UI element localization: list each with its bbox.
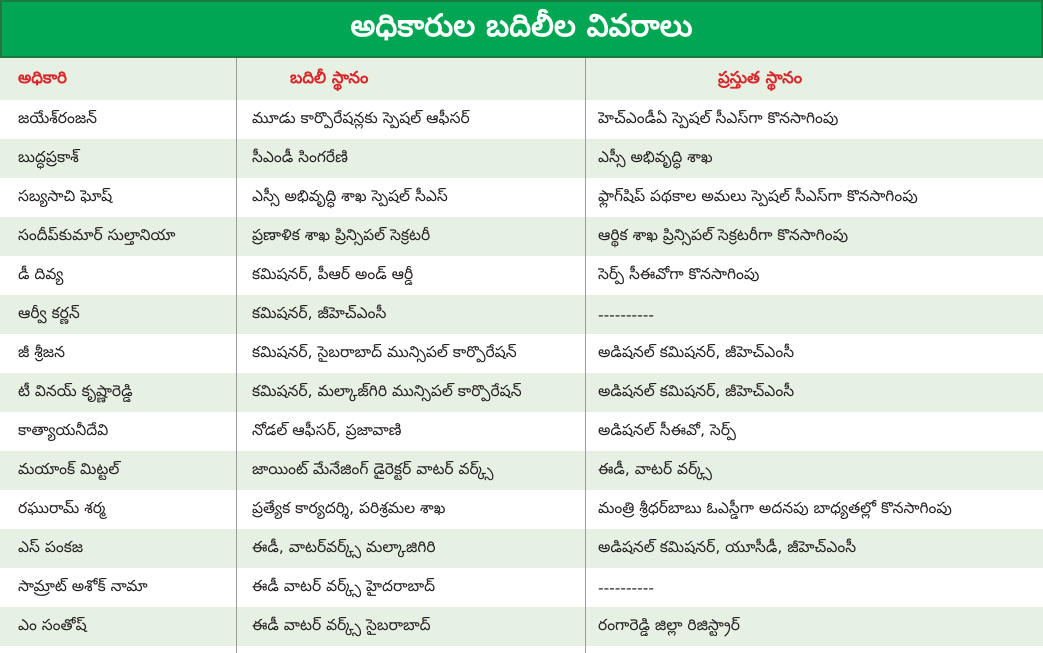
table-row	[0, 178, 1043, 217]
officer-name-cell: బుద్ధప్రకాశ్‌	[18, 147, 79, 166]
table-row	[0, 490, 1043, 529]
transfer-post-cell: కమిషనర్‌, మల్కాజ్‌గిరి మున్సిపల్‌ కార్పొరేషన్‌	[252, 381, 522, 400]
table-row	[0, 334, 1043, 373]
officer-name-cell: టీ వినయ్‌ కృష్ణారెడ్డి	[18, 381, 133, 400]
officer-name-cell: సబ్యసాచి ఘోష్‌	[18, 186, 113, 205]
column-header: బదిలీ స్థానం	[290, 67, 369, 87]
column-header: ప్రస్తుత స్థానం	[718, 67, 803, 87]
table-row	[0, 100, 1043, 139]
current-post-cell: అడిషనల్‌ కమిషనర్‌, యూసీడీ, జీహెచ్‌ఎంసీ	[598, 537, 857, 556]
transfer-post-cell: ఎస్సీ అభివృద్ధి శాఖ స్పెషల్‌ సీఎస్‌	[252, 186, 448, 205]
table-row	[0, 295, 1043, 334]
transfer-post-cell: మూడు కార్పొరేషన్లకు స్పెషల్‌ ఆఫీసర్‌	[252, 108, 470, 127]
transfer-post-cell: కమిషనర్‌, జీహెచ్‌ఎంసీ	[252, 303, 387, 322]
current-post-cell: రంగారెడ్డి జిల్లా రిజిస్ట్రార్‌	[598, 615, 740, 634]
current-post-cell: అడిషనల్‌ కమిషనర్‌, జీహెచ్‌ఎంసీ	[598, 342, 795, 361]
table-row	[0, 529, 1043, 568]
officer-name-cell: ఆర్వీ కర్ణన్‌	[18, 303, 80, 322]
page-title: అధికారుల బదిలీల వివరాలు	[350, 7, 693, 44]
current-post-cell: మంత్రి శ్రీధర్‌బాబు ఓఎస్డీగా అదనపు బాధ్యతల్లో కొనసాగింపు	[598, 498, 952, 517]
officer-name-cell: డీ దివ్య	[18, 264, 64, 283]
transfer-post-cell: ప్రణాళిక శాఖ ప్రిన్సిపల్‌ సెక్రటరీ	[252, 225, 431, 244]
officer-name-cell: రఘురామ్‌ శర్మ	[18, 498, 106, 517]
transfer-post-cell: ఈడీ వాటర్‌ వర్క్స్‌ సైబరాబాద్‌	[252, 615, 431, 634]
transfer-post-cell: నోడల్‌ ఆఫీసర్‌, ప్రజావాణి	[252, 420, 402, 439]
current-post-cell: ఆర్థిక శాఖ ప్రిన్సిపల్‌ సెక్రటరీగా కొనసాగింపు	[598, 225, 849, 244]
transfer-post-cell: సీఎండీ సింగరేణి	[252, 147, 348, 166]
transfer-post-cell: ఈడీ, వాటర్‌వర్క్స్‌ మల్కాజిగిరి	[252, 537, 436, 556]
officer-name-cell: సామ్రాట్‌ అశోక్‌ నామా	[18, 576, 148, 595]
title-bar	[0, 0, 1043, 58]
column-header: అధికారి	[18, 67, 67, 87]
table-row	[0, 217, 1043, 256]
table-row	[0, 139, 1043, 178]
table-header-row	[0, 58, 1043, 100]
transfer-post-cell: జాయింట్‌ మేనేజింగ్‌ డైరెక్టర్‌ వాటర్‌ వర్క్స్‌	[252, 459, 494, 478]
current-post-cell: ఈడీ, వాటర్‌ వర్క్స్‌	[598, 459, 712, 478]
officer-name-cell: జీ శ్రీజన	[18, 342, 65, 361]
current-post-cell: ----------	[598, 305, 654, 324]
officer-name-cell: కాత్యాయనీదేవి	[18, 420, 109, 439]
current-post-cell: ఫ్లాగ్‌షిప్‌ పథకాల అమలు స్పెషల్‌ సీఎస్‌గా కొనసాగింపు	[598, 186, 918, 205]
current-post-cell: అడిషనల్‌ కమిషనర్‌, జీహెచ్‌ఎంసీ	[598, 381, 795, 400]
current-post-cell: ----------	[598, 578, 654, 597]
current-post-cell: సెర్ప్‌ సీఈవోగా కొనసాగింపు	[598, 264, 760, 283]
table-row	[0, 256, 1043, 295]
officer-name-cell: మయాంక్‌ మిట్టల్‌	[18, 459, 120, 478]
table-row	[0, 412, 1043, 451]
officer-name-cell: సందీప్‌కుమార్‌ సుల్తానియా	[18, 225, 176, 244]
transfers-table	[0, 58, 1043, 653]
officer-name-cell: ఎం సంతోష్‌	[18, 615, 87, 634]
transfer-post-cell: ప్రత్యేక కార్యదర్శి, పరిశ్రమల శాఖ	[252, 498, 446, 517]
table-row	[0, 373, 1043, 412]
column-divider	[585, 58, 586, 653]
current-post-cell: అడిషనల్‌ సీఈవో, సెర్ప్‌	[598, 420, 736, 439]
column-divider	[236, 58, 237, 653]
transfer-post-cell: కమిషనర్‌, పీఆర్‌ అండ్‌ ఆర్డీ	[252, 264, 414, 283]
table-row	[0, 607, 1043, 646]
table-row	[0, 568, 1043, 607]
transfer-post-cell: ఈడీ వాటర్‌ వర్క్స్‌ హైదరాబాద్‌	[252, 576, 436, 595]
officer-name-cell: ఎస్‌ పంకజ	[18, 537, 84, 556]
transfer-post-cell: కమిషనర్‌, సైబరాబాద్‌ మున్సిపల్‌ కార్పొరేషన్‌	[252, 342, 517, 361]
officer-name-cell: జయేశ్‌రంజన్	[18, 108, 98, 127]
current-post-cell: హెచ్‌ఎండీఏ స్పెషల్‌ సీఎస్‌గా కొనసాగింపు	[598, 108, 839, 127]
table-row	[0, 451, 1043, 490]
current-post-cell: ఎస్సీ అభివృద్ధి శాఖ	[598, 147, 713, 166]
